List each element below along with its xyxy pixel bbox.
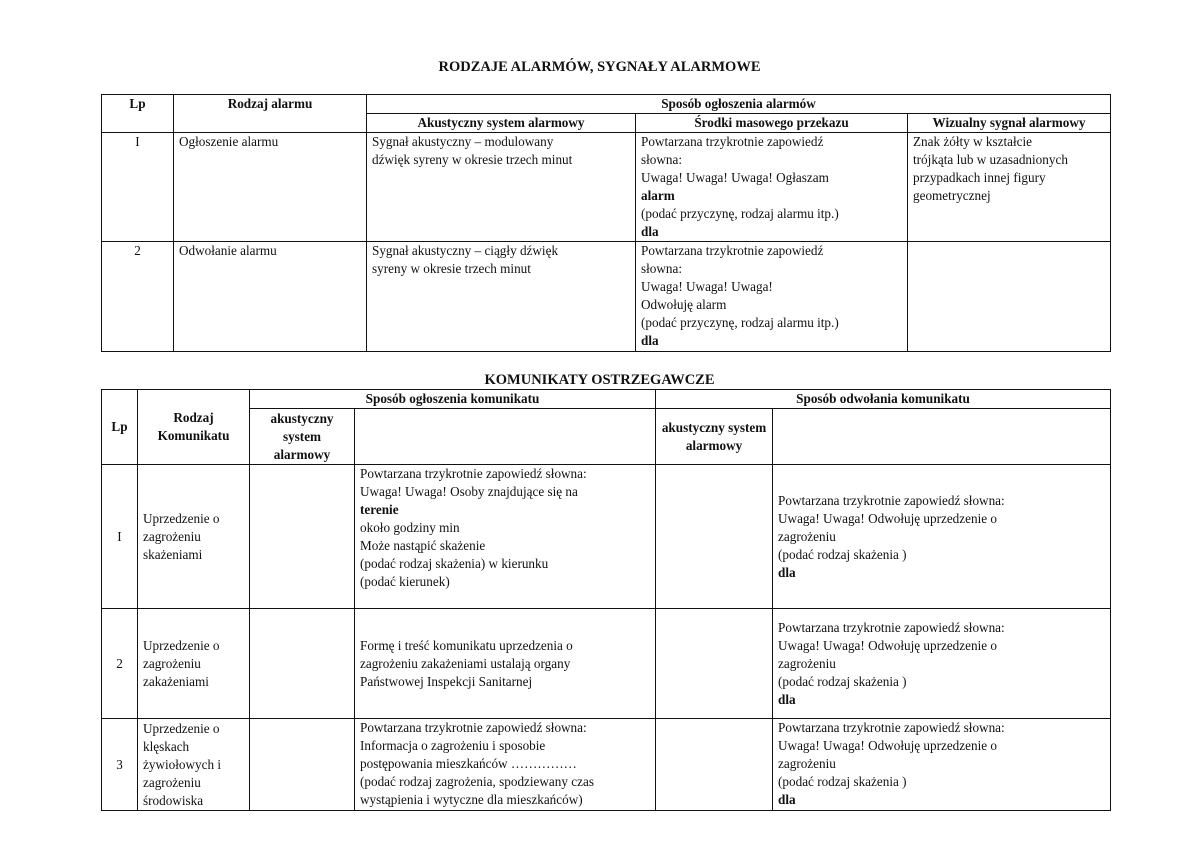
row-cancel <box>773 609 1111 719</box>
cell-line: Uprzedzenie o <box>143 720 220 736</box>
cell-line: syreny w okresie trzech minut <box>372 261 531 276</box>
cell-line: Powtarzana trzykrotnie zapowiedź słowna: <box>778 619 1005 635</box>
row-alarm-type: Ogłoszenie alarmu <box>174 133 367 242</box>
cell-line: skażeniami <box>143 546 203 562</box>
row-acoustic-cancel <box>656 609 773 719</box>
row-visual <box>908 242 1111 352</box>
cell-line: Sygnał akustyczny – ciągły dźwięk <box>372 243 559 258</box>
cell-line: około godziny min <box>360 520 460 535</box>
row-lp: 2 <box>102 609 138 719</box>
header-alarm-type: Rodzaj alarmu <box>174 95 367 133</box>
row-announce <box>355 465 656 609</box>
cell-line: zagrożeniu <box>143 528 201 544</box>
cell-line: zagrożeniu <box>143 655 201 671</box>
table-row <box>102 133 1111 242</box>
row-media <box>636 242 908 352</box>
cell-line: Uprzedzenie o <box>143 637 220 653</box>
cell-line: dla <box>778 792 796 807</box>
cell-line: (podać przyczynę, rodzaj alarmu itp.) <box>641 315 839 330</box>
row-acoustic <box>367 133 636 242</box>
row-lp: I <box>102 133 174 242</box>
cell-line: Sygnał akustyczny – modulowany <box>372 134 554 149</box>
row-acoustic-announce <box>250 609 355 719</box>
cell-line: zagrożeniu <box>778 655 836 671</box>
cell-line: słowna: <box>641 152 683 167</box>
cell-line: dźwięk syreny w okresie trzech minut <box>372 152 573 167</box>
cell-line: dla <box>641 224 659 239</box>
row-cancel <box>773 465 1111 609</box>
warnings-title: KOMUNIKATY OSTRZEGAWCZE <box>484 372 715 388</box>
cell-line: Uwaga! Uwaga! Odwołuję uprzedzenie o <box>778 510 997 526</box>
header-mass-media: Środki masowego przekazu <box>636 114 908 133</box>
row-lp: 2 <box>102 242 174 352</box>
header-lp: Lp <box>102 95 174 133</box>
cell-line: Powtarzana trzykrotnie zapowiedź słowna: <box>778 492 1005 508</box>
row-message-type <box>138 609 250 719</box>
cell-line: zagrożeniu <box>778 528 836 544</box>
warnings-subheader-row <box>102 409 1111 465</box>
row-acoustic-announce <box>250 465 355 609</box>
cell-line: (podać kierunek) <box>360 574 450 589</box>
row-acoustic-cancel <box>656 719 773 811</box>
alarms-title: RODZAJE ALARMÓW, SYGNAŁY ALARMOWE <box>438 59 761 75</box>
header-cancel-method: Sposób odwołania komunikatu <box>656 390 1111 409</box>
cell-line: Powtarzana trzykrotnie zapowiedź słowna: <box>360 720 587 735</box>
row-lp: I <box>102 465 138 609</box>
header-visual-signal: Wizualny sygnał alarmowy <box>908 114 1111 133</box>
cell-line: Uwaga! Uwaga! Uwaga! <box>641 279 773 294</box>
header-lp: Lp <box>102 390 138 465</box>
row-visual <box>908 133 1111 242</box>
cell-line: Uwaga! Uwaga! Odwołuję uprzedzenie o <box>778 738 997 753</box>
row-announce <box>355 719 656 811</box>
row-cancel <box>773 719 1111 811</box>
table-row <box>102 609 1111 719</box>
header-acoustic-cancel: akustyczny system alarmowy <box>656 409 773 465</box>
cell-line: Formę i treść komunikatu uprzedzenia o <box>360 637 573 653</box>
row-acoustic-cancel <box>656 465 773 609</box>
header-cancel-blank <box>773 409 1111 465</box>
header-announce-blank <box>355 409 656 465</box>
cell-line: geometrycznej <box>913 188 991 203</box>
cell-line: Informacja o zagrożeniu i sposobie <box>360 738 546 753</box>
cell-line: Powtarzana trzykrotnie zapowiedź <box>641 243 824 258</box>
cell-line: dla <box>778 564 796 580</box>
cell-line: zakażeniami <box>143 673 209 689</box>
cell-line: przypadkach innej figury <box>913 170 1046 185</box>
table-row <box>102 465 1111 609</box>
cell-line: (podać rodzaj zagrożenia, spodziewany czas <box>360 774 594 789</box>
alarms-table <box>101 94 1111 352</box>
cell-line: Uprzedzenie o <box>143 510 220 526</box>
cell-line: (podać rodzaj skażenia) w kierunku <box>360 556 549 571</box>
cell-line: (podać rodzaj skażenia ) <box>778 774 907 789</box>
cell-line: zagrożeniu zakażeniami ustalają organy <box>360 655 571 671</box>
cell-line: Znak żółty w kształcie <box>913 134 1033 149</box>
cell-line: klęskach <box>143 738 190 754</box>
header-announce-method: Sposób ogłoszenia komunikatu <box>250 390 656 409</box>
cell-line: wystąpienia i wytyczne dla mieszkańców) <box>360 792 583 807</box>
header-message-type: Rodzaj Komunikatu <box>138 390 250 465</box>
table-row <box>102 719 1111 811</box>
cell-line: Uwaga! Uwaga! Uwaga! Ogłaszam <box>641 170 829 185</box>
table-row <box>102 242 1111 352</box>
cell-line: (podać przyczynę, rodzaj alarmu itp.) <box>641 206 839 221</box>
cell-line: Powtarzana trzykrotnie zapowiedź <box>641 134 824 149</box>
cell-line: słowna: <box>641 261 683 276</box>
cell-line: Uwaga! Uwaga! Osoby znajdujące się na <box>360 484 578 499</box>
cell-line: (podać rodzaj skażenia ) <box>778 673 907 689</box>
warnings-header-row <box>102 390 1111 409</box>
alarms-header-row <box>102 95 1111 114</box>
header-acoustic-announce: akustyczny system alarmowy <box>250 409 355 465</box>
cell-line: Państwowej Inspekcji Sanitarnej <box>360 673 533 689</box>
header-acoustic-system: Akustyczny system alarmowy <box>367 114 636 133</box>
cell-line: zagrożeniu <box>143 774 201 790</box>
cell-line: alarm <box>641 188 675 203</box>
cell-line: żywiołowych i <box>143 756 222 772</box>
row-message-type <box>138 719 250 811</box>
row-announce <box>355 609 656 719</box>
cell-line: postępowania mieszkańców …………… <box>360 756 577 771</box>
cell-line: dla <box>778 691 796 707</box>
cell-line: Powtarzana trzykrotnie zapowiedź słowna: <box>360 466 587 481</box>
row-media <box>636 133 908 242</box>
cell-line: Odwołuję alarm <box>641 297 727 312</box>
row-acoustic <box>367 242 636 352</box>
cell-line: zagrożeniu <box>778 756 836 771</box>
cell-line: dla <box>641 333 659 348</box>
row-message-type <box>138 465 250 609</box>
cell-line: Powtarzana trzykrotnie zapowiedź słowna: <box>778 720 1005 735</box>
cell-line: Może nastąpić skażenie <box>360 538 486 553</box>
cell-line: (podać rodzaj skażenia ) <box>778 546 907 562</box>
row-acoustic-announce <box>250 719 355 811</box>
cell-line: Uwaga! Uwaga! Odwołuję uprzedzenie o <box>778 637 997 653</box>
cell-line: trójkąta lub w uzasadnionych <box>913 152 1068 167</box>
cell-line: środowiska <box>143 792 204 808</box>
row-alarm-type: Odwołanie alarmu <box>174 242 367 352</box>
row-lp: 3 <box>102 719 138 811</box>
header-announcement-method: Sposób ogłoszenia alarmów <box>367 95 1111 114</box>
cell-line: terenie <box>360 502 399 517</box>
warnings-table <box>101 389 1111 811</box>
